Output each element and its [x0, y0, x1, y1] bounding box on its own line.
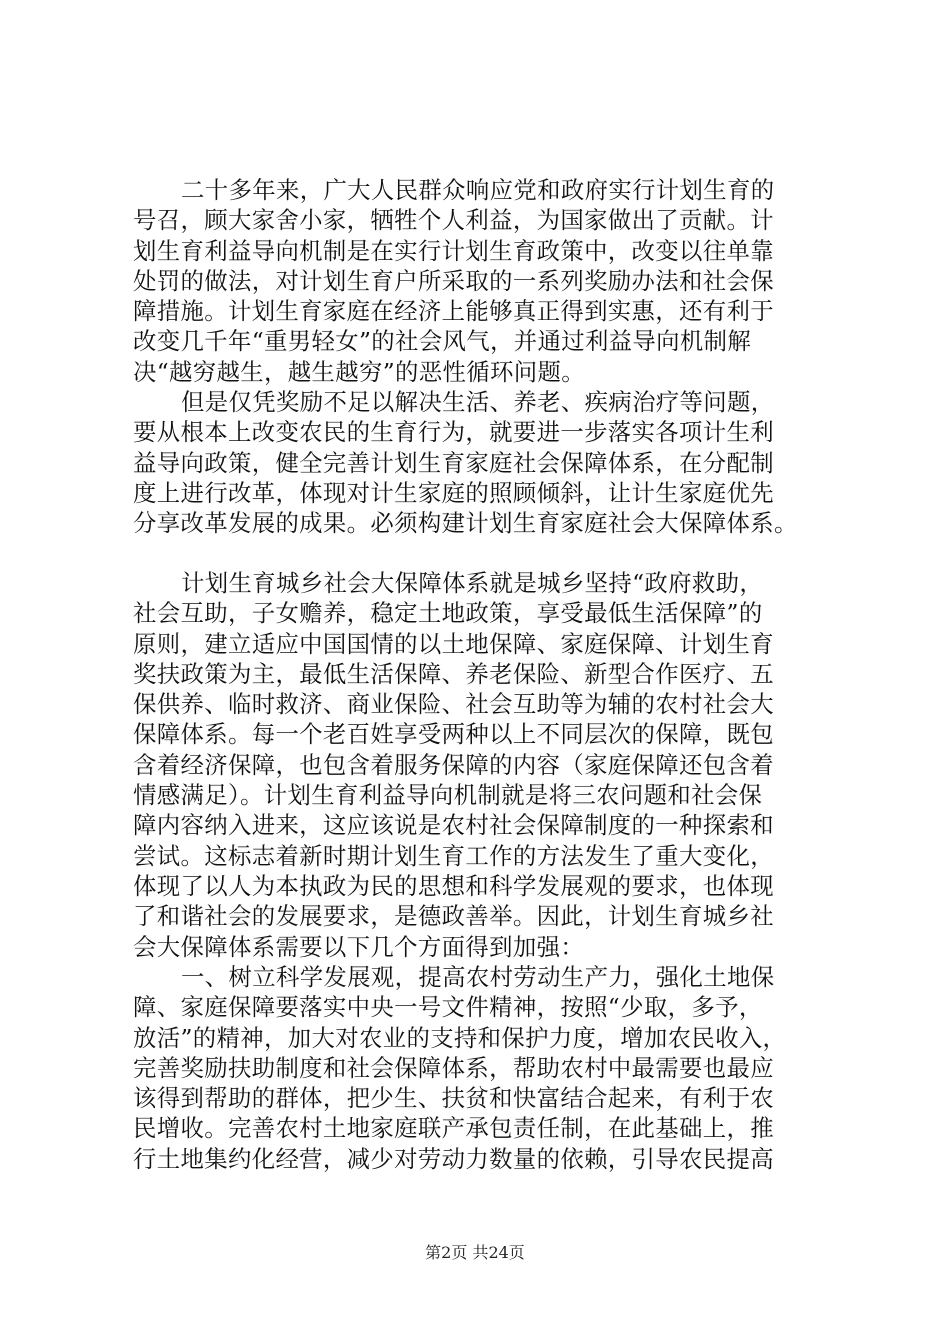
paragraph-line: 尝试。这标志着新时期计划生育工作的方法发生了重大变化，: [133, 841, 774, 870]
paragraph-line: 要从根本上改变农民的生育行为，就要进一步落实各项计生利: [133, 418, 774, 447]
paragraph-line: 障措施。计划生育家庭在经济上能够真正得到实惠，还有利于: [133, 297, 774, 326]
paragraph-line: 益导向政策，健全完善计划生育家庭社会保障体系，在分配制: [133, 448, 774, 477]
paragraph-line: 情感满足）。计划生育利益导向机制就是将三农问题和社会保: [133, 781, 763, 810]
paragraph-line: 完善奖励扶助制度和社会保障体系，帮助农村中最需要也最应: [133, 1053, 774, 1082]
paragraph-line: 处罚的做法，对计划生育户所采取的一系列奖励办法和社会保: [133, 266, 774, 295]
paragraph-line: 奖扶政策为主，最低生活保障、养老保险、新型合作医疗、五: [133, 659, 774, 688]
paragraph-line: 一、树立科学发展观，提高农村劳动生产力，强化土地保: [181, 963, 775, 991]
page-number-footer: 第2页 共24页: [425, 1243, 525, 1262]
paragraph-line: 了和谐社会的发展要求，是德政善举。因此，计划生育城乡社: [133, 902, 774, 931]
paragraph-4: [133, 962, 843, 1174]
paragraph-line: 改变几千年“重男轻女”的社会风气，并通过利益导向机制解: [133, 327, 752, 356]
paragraph-line: 行土地集约化经营，减少对劳动力数量的依赖，引导农民提高: [133, 1144, 774, 1173]
paragraph-line: 障内容纳入进来，这应该说是农村社会保障制度的一种探索和: [133, 811, 774, 840]
paragraph-line: 决“越穷越生，越生越穷”的恶性循环问题。: [133, 357, 585, 386]
paragraph-line: 社会互助，子女赡养，稳定土地政策，享受最低生活保障”的: [133, 599, 763, 628]
paragraph-3: [133, 568, 843, 962]
paragraph-line: 计划生育城乡社会大保障体系就是城乡坚持“政府救助，: [181, 569, 764, 597]
paragraph-line: 原则，建立适应中国国情的以土地保障、家庭保障、计划生育: [133, 629, 774, 658]
paragraph-line: 号召，顾大家舍小家，牺牲个人利益，为国家做出了贡献。计: [133, 206, 774, 235]
paragraph-line: 划生育利益导向机制是在实行计划生育政策中，改变以往单靠: [133, 236, 774, 265]
paragraph-line: 保供养、临时救济、商业保险、社会互助等为辅的农村社会大: [133, 690, 774, 719]
paragraph-1: [133, 175, 843, 387]
paragraph-line: 度上进行改革，体现对计生家庭的照顾倾斜，让计生家庭优先: [133, 478, 774, 507]
paragraph-line: 但是仅凭奖励不足以解决生活、养老、疾病治疗等问题，: [181, 388, 775, 416]
paragraph-line: 含着经济保障，也包含着服务保障的内容（家庭保障还包含着: [133, 750, 774, 779]
paragraph-line: 保障体系。每一个老百姓享受两种以上不同层次的保障，既包: [133, 720, 774, 749]
paragraph-line: 民增收。完善农村土地家庭联产承包责任制，在此基础上，推: [133, 1114, 774, 1143]
paragraph-line: 会大保障体系需要以下几个方面得到加强：: [133, 932, 585, 961]
paragraph-line: 分享改革发展的成果。必须构建计划生育家庭社会大保障体系。: [133, 509, 798, 538]
paragraph-line: 障、家庭保障要落实中央一号文件精神，按照“少取，多予，: [133, 993, 763, 1022]
paragraph-line: 放活”的精神，加大对农业的支持和保护力度，增加农民收入，: [133, 1023, 787, 1052]
paragraph-line: 该得到帮助的群体，把少生、扶贫和快富结合起来，有利于农: [133, 1084, 774, 1113]
paragraph-line: 二十多年来，广大人民群众响应党和政府实行计划生育的: [181, 176, 775, 204]
paragraph-2: [133, 387, 843, 538]
paragraph-line: 体现了以人为本执政为民的思想和科学发展观的要求，也体现: [133, 871, 774, 900]
